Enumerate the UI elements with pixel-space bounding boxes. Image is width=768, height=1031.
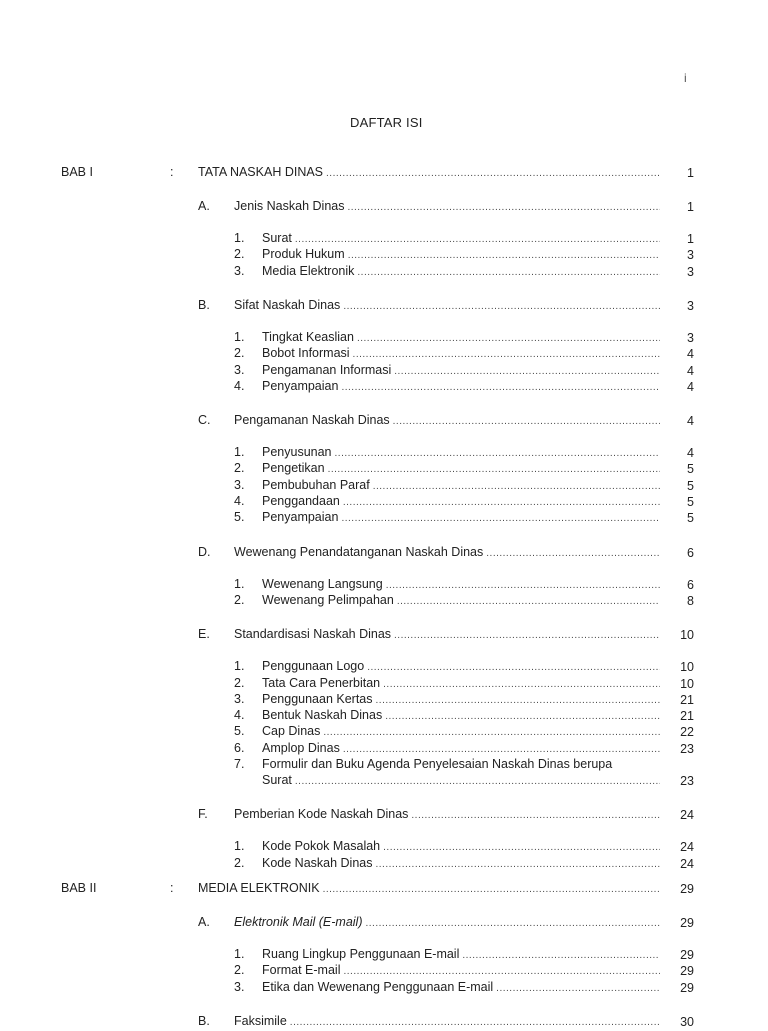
bab2-section-1 bbox=[234, 914, 663, 930]
bab1-section-4-item-2 bbox=[262, 592, 663, 608]
bab1-section-1-title: Jenis Naskah Dinas bbox=[234, 199, 345, 213]
bab1-section-5-item-3 bbox=[262, 691, 663, 707]
bab1-section-1-item-3-title: Media Elektronik bbox=[262, 263, 355, 278]
bab1-section-1-page: 1 bbox=[687, 200, 694, 214]
bab1-section-3-item-5-dots bbox=[341, 511, 660, 527]
bab1-section-5-item-5-page: 22 bbox=[680, 725, 694, 740]
bab1-section-6-letter: F. bbox=[198, 807, 208, 822]
bab1-section-3-item-2 bbox=[262, 460, 663, 476]
bab2-heading-title: MEDIA ELEKTRONIK bbox=[198, 881, 320, 895]
bab1-section-5-item-4-num: 4. bbox=[234, 708, 245, 723]
bab1-section-5-item-3-title: Penggunaan Kertas bbox=[262, 691, 373, 706]
bab2-section-2-letter: B. bbox=[198, 1013, 210, 1028]
bab2-colon: : bbox=[170, 881, 174, 895]
bab1-section-4-page: 6 bbox=[687, 545, 694, 560]
bab1-heading-title: TATA NASKAH DINAS bbox=[198, 165, 324, 179]
bab1-section-2-item-4-page: 4 bbox=[687, 379, 694, 394]
bab1-section-5-item-1-page: 10 bbox=[680, 660, 694, 675]
bab1-section-2-item-3-title: Pengamanan Informasi bbox=[262, 362, 392, 377]
bab1-section-1 bbox=[234, 198, 663, 214]
bab2-section-1-item-1-page: 29 bbox=[680, 948, 694, 962]
bab1-section-5-item-7-cont-title: Surat bbox=[262, 773, 292, 787]
bab1-section-3-item-3 bbox=[262, 477, 663, 493]
bab1-section-4-title: Wewenang Penandatanganan Naskah Dinas bbox=[234, 544, 484, 559]
bab1-section-3-item-1-title: Penyusunan bbox=[262, 445, 332, 460]
bab2-section-1-item-2-title: Format E-mail bbox=[262, 963, 341, 978]
bab1-section-2-item-2-page: 4 bbox=[687, 347, 694, 362]
bab1-section-1-item-1 bbox=[262, 230, 663, 246]
bab1-section-5-item-4 bbox=[262, 707, 663, 723]
bab1-section-2-page: 3 bbox=[687, 298, 694, 313]
bab1-section-5-item-1-num: 1. bbox=[234, 659, 245, 674]
bab1-section-3-item-4 bbox=[262, 493, 663, 509]
bab1-section-4-letter: D. bbox=[198, 544, 211, 559]
bab1-section-3-item-1-page: 4 bbox=[687, 446, 694, 461]
bab1-section-5-item-7-num: 7. bbox=[234, 757, 245, 771]
bab1-section-6-item-1 bbox=[262, 838, 663, 854]
bab1-section-1-item-1-page: 1 bbox=[687, 232, 694, 246]
bab2-section-1-item-2-num: 2. bbox=[234, 963, 245, 978]
bab2-section-1-item-2 bbox=[262, 962, 663, 978]
bab1-section-5-dots bbox=[394, 628, 660, 644]
bab1-section-5-item-7-cont bbox=[262, 772, 663, 788]
bab1-section-3-letter: C. bbox=[198, 413, 211, 428]
bab1-section-5-item-5-num: 5. bbox=[234, 724, 245, 739]
bab1-section-5-item-2 bbox=[262, 675, 663, 691]
bab1-section-1-item-2-num: 2. bbox=[234, 247, 245, 262]
bab1-section-6-page: 24 bbox=[680, 808, 694, 823]
bab1-section-4-item-2-page: 8 bbox=[687, 593, 694, 608]
bab1-section-1-item-1-title: Surat bbox=[262, 231, 292, 245]
bab1-section-2-item-3-page: 4 bbox=[687, 363, 694, 378]
bab1-section-1-item-2 bbox=[262, 246, 663, 262]
bab1-section-6-item-1-num: 1. bbox=[234, 839, 245, 854]
bab1-section-5-item-1 bbox=[262, 658, 663, 674]
bab1-section-3-item-5-title: Penyampaian bbox=[262, 510, 339, 525]
bab2-section-1-item-3-page: 29 bbox=[680, 980, 694, 995]
bab2-label: BAB II bbox=[61, 881, 97, 895]
bab1-section-3-item-1 bbox=[262, 444, 663, 460]
bab1-section-2-item-3 bbox=[262, 362, 663, 378]
bab1-section-6-item-1-page: 24 bbox=[680, 840, 694, 855]
bab2-section-1-item-1 bbox=[262, 946, 663, 962]
bab2-section-1-letter: A. bbox=[198, 915, 210, 929]
bab1-section-1-item-2-page: 3 bbox=[687, 248, 694, 263]
bab1-section-3-item-5-page: 5 bbox=[687, 511, 694, 526]
bab2-section-1-item-1-num: 1. bbox=[234, 947, 245, 961]
bab1-section-1-item-3-page: 3 bbox=[687, 264, 694, 279]
bab2-section-1-dots bbox=[366, 916, 661, 932]
bab1-section-4-dots bbox=[486, 546, 660, 562]
bab1-section-4 bbox=[234, 544, 663, 560]
bab1-section-5-item-7-cont-page: 23 bbox=[680, 774, 694, 788]
page-number: i bbox=[684, 71, 687, 85]
bab1-section-5-item-6 bbox=[262, 740, 663, 756]
bab1-colon: : bbox=[170, 165, 174, 179]
bab1-section-5-item-2-title: Tata Cara Penerbitan bbox=[262, 675, 381, 690]
bab1-section-3-item-2-title: Pengetikan bbox=[262, 461, 325, 476]
bab1-heading-dots bbox=[326, 166, 660, 182]
bab1-section-5-item-4-title: Bentuk Naskah Dinas bbox=[262, 708, 383, 723]
bab1-section-3-item-4-num: 4. bbox=[234, 494, 245, 508]
bab1-section-3-item-5 bbox=[262, 509, 663, 525]
bab1-section-2-item-4-dots bbox=[341, 380, 660, 396]
bab1-section-3-item-3-num: 3. bbox=[234, 477, 245, 492]
bab1-section-3-item-3-title: Pembubuhan Paraf bbox=[262, 477, 370, 492]
bab1-section-3-item-2-num: 2. bbox=[234, 461, 245, 476]
bab2-section-1-title: Elektronik Mail (E-mail) bbox=[234, 915, 363, 929]
bab1-section-2-item-2-title: Bobot Informasi bbox=[262, 346, 350, 361]
bab1-section-4-item-1-num: 1. bbox=[234, 576, 245, 591]
bab1-section-2-item-1-page: 3 bbox=[687, 330, 694, 345]
bab2-section-2-title: Faksimile bbox=[234, 1013, 287, 1028]
bab1-section-2-title: Sifat Naskah Dinas bbox=[234, 297, 341, 312]
bab1-section-6-item-2-dots bbox=[375, 857, 660, 873]
bab1-section-5-letter: E. bbox=[198, 627, 210, 642]
bab1-section-2-item-2 bbox=[262, 345, 663, 361]
bab1-section-5-item-6-title: Amplop Dinas bbox=[262, 740, 340, 755]
bab1-section-2-item-1 bbox=[262, 329, 663, 345]
bab1-label: BAB I bbox=[61, 165, 93, 179]
bab1-section-1-dots bbox=[347, 200, 660, 216]
bab1-section-5-item-1-title: Penggunaan Logo bbox=[262, 659, 365, 674]
bab1-section-1-item-3-dots bbox=[357, 265, 660, 281]
bab1-section-1-item-2-title: Produk Hukum bbox=[262, 247, 345, 262]
bab1-section-2-item-1-title: Tingkat Keaslian bbox=[262, 329, 354, 344]
bab1-section-6-title: Pemberian Kode Naskah Dinas bbox=[234, 807, 409, 822]
bab1-section-6-item-2-num: 2. bbox=[234, 855, 245, 870]
bab2-section-2 bbox=[234, 1013, 663, 1029]
bab1-section-6-item-2-title: Kode Naskah Dinas bbox=[262, 855, 373, 870]
bab1-section-5-item-7-cont-dots bbox=[295, 774, 660, 790]
bab1-section-6 bbox=[234, 806, 663, 822]
bab1-section-5-item-2-page: 10 bbox=[680, 676, 694, 691]
bab2-heading bbox=[198, 880, 663, 896]
bab1-section-5-item-5 bbox=[262, 723, 663, 739]
bab1-section-2-item-4 bbox=[262, 378, 663, 394]
bab2-heading-page: 29 bbox=[680, 882, 694, 896]
bab1-section-3-item-2-page: 5 bbox=[687, 462, 694, 477]
bab1-section-5-item-7-title: Formulir dan Buku Agenda Penyelesaian Naskah Dinas berupa bbox=[262, 757, 613, 771]
page-title: DAFTAR ISI bbox=[350, 115, 423, 130]
bab2-section-1-item-3-num: 3. bbox=[234, 979, 245, 994]
bab1-section-4-item-1-title: Wewenang Langsung bbox=[262, 576, 383, 591]
bab1-section-4-item-2-title: Wewenang Pelimpahan bbox=[262, 592, 394, 607]
bab1-section-5-item-2-num: 2. bbox=[234, 675, 245, 690]
bab2-section-1-item-3 bbox=[262, 979, 663, 995]
bab2-section-2-page: 30 bbox=[680, 1014, 694, 1029]
bab1-section-2-item-3-num: 3. bbox=[234, 362, 245, 377]
bab1-section-6-dots bbox=[411, 808, 660, 824]
bab1-section-5 bbox=[234, 626, 663, 642]
bab1-section-4-item-1 bbox=[262, 576, 663, 592]
bab2-section-1-item-2-page: 29 bbox=[680, 964, 694, 979]
bab1-section-5-item-5-title: Cap Dinas bbox=[262, 724, 321, 739]
bab1-section-6-item-2 bbox=[262, 855, 663, 871]
bab1-section-3-item-4-page: 5 bbox=[687, 495, 694, 509]
bab1-section-3-item-5-num: 5. bbox=[234, 510, 245, 525]
bab2-section-1-item-3-dots bbox=[496, 981, 660, 997]
bab1-section-2-item-4-num: 4. bbox=[234, 378, 245, 393]
bab2-section-1-item-1-title: Ruang Lingkup Penggunaan E-mail bbox=[262, 947, 460, 961]
bab1-section-6-item-1-title: Kode Pokok Masalah bbox=[262, 839, 381, 854]
bab2-section-1-item-3-title: Etika dan Wewenang Penggunaan E-mail bbox=[262, 979, 494, 994]
bab1-section-3-item-4-title: Penggandaan bbox=[262, 494, 340, 508]
bab1-section-2-item-4-title: Penyampaian bbox=[262, 378, 339, 393]
bab1-section-6-item-2-page: 24 bbox=[680, 856, 694, 871]
bab2-section-2-dots bbox=[290, 1015, 660, 1031]
bab1-section-1-item-3 bbox=[262, 263, 663, 279]
bab1-section-5-item-3-page: 21 bbox=[680, 692, 694, 707]
bab2-section-1-page: 29 bbox=[680, 916, 694, 930]
bab1-section-2-item-1-num: 1. bbox=[234, 329, 245, 344]
bab1-section-2-letter: B. bbox=[198, 297, 210, 312]
bab1-section-2-dots bbox=[343, 299, 660, 315]
bab1-section-2-item-2-num: 2. bbox=[234, 346, 245, 361]
bab1-section-3-title: Pengamanan Naskah Dinas bbox=[234, 413, 390, 428]
bab1-section-5-page: 10 bbox=[680, 628, 694, 643]
bab1-heading bbox=[198, 164, 663, 180]
bab1-section-5-item-6-page: 23 bbox=[680, 741, 694, 756]
bab1-section-5-item-3-num: 3. bbox=[234, 691, 245, 706]
bab1-section-3-dots bbox=[393, 414, 660, 430]
bab1-section-3-item-1-num: 1. bbox=[234, 445, 245, 460]
bab1-section-5-title: Standardisasi Naskah Dinas bbox=[234, 627, 392, 642]
bab1-section-5-item-6-num: 6. bbox=[234, 740, 245, 755]
bab1-section-2 bbox=[234, 297, 663, 313]
bab1-section-1-letter: A. bbox=[198, 199, 210, 213]
bab1-section-4-item-2-num: 2. bbox=[234, 592, 245, 607]
bab1-section-1-item-3-num: 3. bbox=[234, 263, 245, 278]
bab1-section-4-item-1-page: 6 bbox=[687, 577, 694, 592]
bab1-section-3-page: 4 bbox=[687, 414, 694, 429]
bab1-section-3 bbox=[234, 412, 663, 428]
bab1-section-4-item-2-dots bbox=[397, 594, 660, 610]
bab1-heading-page: 1 bbox=[687, 166, 694, 180]
bab1-section-5-item-4-page: 21 bbox=[680, 709, 694, 724]
bab1-section-1-item-1-num: 1. bbox=[234, 231, 245, 245]
bab2-heading-dots bbox=[323, 882, 660, 898]
bab1-section-3-item-3-page: 5 bbox=[687, 478, 694, 493]
